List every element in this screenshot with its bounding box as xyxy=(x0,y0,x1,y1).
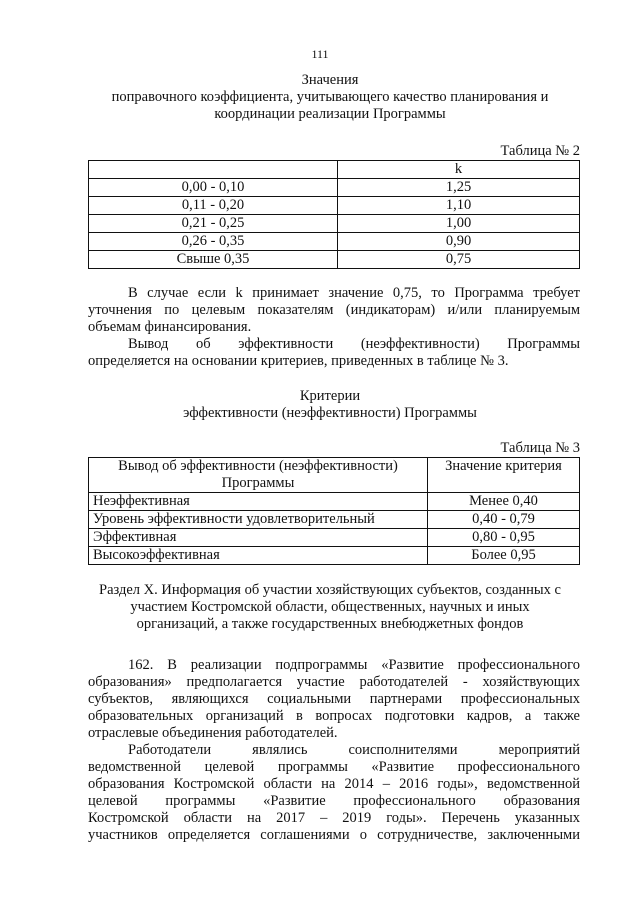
table-cell: 0,21 - 0,25 xyxy=(89,215,338,233)
table-row xyxy=(89,233,580,251)
paragraph-line: образования Костромской области на 2014 – 2016 годы», ведомственной xyxy=(88,776,580,792)
paragraph-line: определяется на основании критериев, приведенных в таблице № 3. xyxy=(88,353,509,369)
table-header-cell: k xyxy=(338,161,580,179)
paragraph-line: участников определяется соглашениями о сотрудничестве, заключенными xyxy=(88,827,580,843)
paragraph-line: 162. В реализации подпрограммы «Развитие профессионального xyxy=(128,657,580,673)
table-cell: Неэффективная xyxy=(89,493,428,511)
table-cell: Высокоэффективная xyxy=(89,547,428,565)
paragraph-line: образования» предполагается участие работодателей - хозяйствующих xyxy=(88,674,580,690)
paragraph-line: Костромской области на 2017 – 2019 годы». Перечень указанных xyxy=(88,810,580,826)
table-cell: 1,10 xyxy=(338,197,580,215)
table3-title-line: Критерии xyxy=(299,388,361,404)
paragraph-162 xyxy=(88,657,580,742)
table-row xyxy=(89,197,580,215)
paragraph-line: отраслевые объединения работодателей. xyxy=(88,725,338,741)
table-row xyxy=(89,529,580,547)
table-cell: Эффективная xyxy=(89,529,428,547)
paragraph-k-note xyxy=(88,285,580,336)
table-cell: 0,00 - 0,10 xyxy=(89,179,338,197)
paragraph-employers xyxy=(88,742,580,844)
table-header-cell: Вывод об эффективности (неэффективности) Программы xyxy=(89,458,428,493)
table-cell: 0,26 - 0,35 xyxy=(89,233,338,251)
section-heading-line: организаций, а также государственных внебюджетных фондов xyxy=(136,616,524,632)
section-heading-line: участием Костромской области, общественных, научных и иных xyxy=(130,599,530,615)
table-row xyxy=(89,547,580,565)
paragraph-line: объемам финансирования. xyxy=(88,319,252,335)
table2-title-line: поправочного коэффициента, учитывающего качество планирования и xyxy=(111,89,549,105)
section-heading xyxy=(80,582,580,633)
table-cell: Свыше 0,35 xyxy=(89,251,338,269)
table3-caption: Таблица № 3 xyxy=(500,440,580,456)
table-row xyxy=(89,215,580,233)
table2 xyxy=(88,160,580,269)
table3 xyxy=(88,457,580,565)
table-header-cell: Значение критерия xyxy=(428,458,580,493)
table-cell: Уровень эффективности удовлетворительный xyxy=(89,511,428,529)
table3-title xyxy=(60,388,600,422)
section-heading-line: Раздел X. Информация об участии хозяйствующих субъектов, созданных с xyxy=(99,582,561,598)
table-header-row xyxy=(89,458,580,493)
table-header-row xyxy=(89,161,580,179)
table-cell: 1,00 xyxy=(338,215,580,233)
table-row xyxy=(89,511,580,529)
paragraph-line: ведомственной целевой программы «Развитие профессионального xyxy=(88,759,580,775)
table-cell: 0,75 xyxy=(338,251,580,269)
table-cell: 1,25 xyxy=(338,179,580,197)
table-row xyxy=(89,251,580,269)
table2-title-line: Значения xyxy=(301,72,359,88)
table2-caption: Таблица № 2 xyxy=(500,143,580,159)
paragraph-line: Работодатели являлись соисполнителями мероприятий xyxy=(128,742,580,758)
paragraph-line: образовательных организаций в вопросах подготовки кадров, а также xyxy=(88,708,580,724)
paragraph-line: субъектов, являющихся социальными партнерами профессиональных xyxy=(88,691,580,707)
table3-title-line: эффективности (неэффективности) Программы xyxy=(183,405,477,421)
table-row xyxy=(89,493,580,511)
table-cell: Более 0,95 xyxy=(428,547,580,565)
paragraph-criteria-note xyxy=(88,336,580,370)
paragraph-line: уточнения по целевым показателям (индикаторам) и/или планируемым xyxy=(88,302,580,318)
table2-title-line: координации реализации Программы xyxy=(214,106,446,122)
paragraph-line: Вывод об эффективности (неэффективности) Программы xyxy=(128,336,580,352)
table-cell: Менее 0,40 xyxy=(428,493,580,511)
paragraph-line: целевой программы «Развитие профессионального образования xyxy=(88,793,580,809)
table-cell: 0,80 - 0,95 xyxy=(428,529,580,547)
table-cell: 0,40 - 0,79 xyxy=(428,511,580,529)
table2-title xyxy=(60,72,600,123)
table-header-cell xyxy=(89,161,338,179)
paragraph-line: В случае если k принимает значение 0,75, то Программа требует xyxy=(128,285,580,301)
table-cell: 0,11 - 0,20 xyxy=(89,197,338,215)
page-number: 111 xyxy=(311,47,329,61)
table-row xyxy=(89,179,580,197)
table-cell: 0,90 xyxy=(338,233,580,251)
